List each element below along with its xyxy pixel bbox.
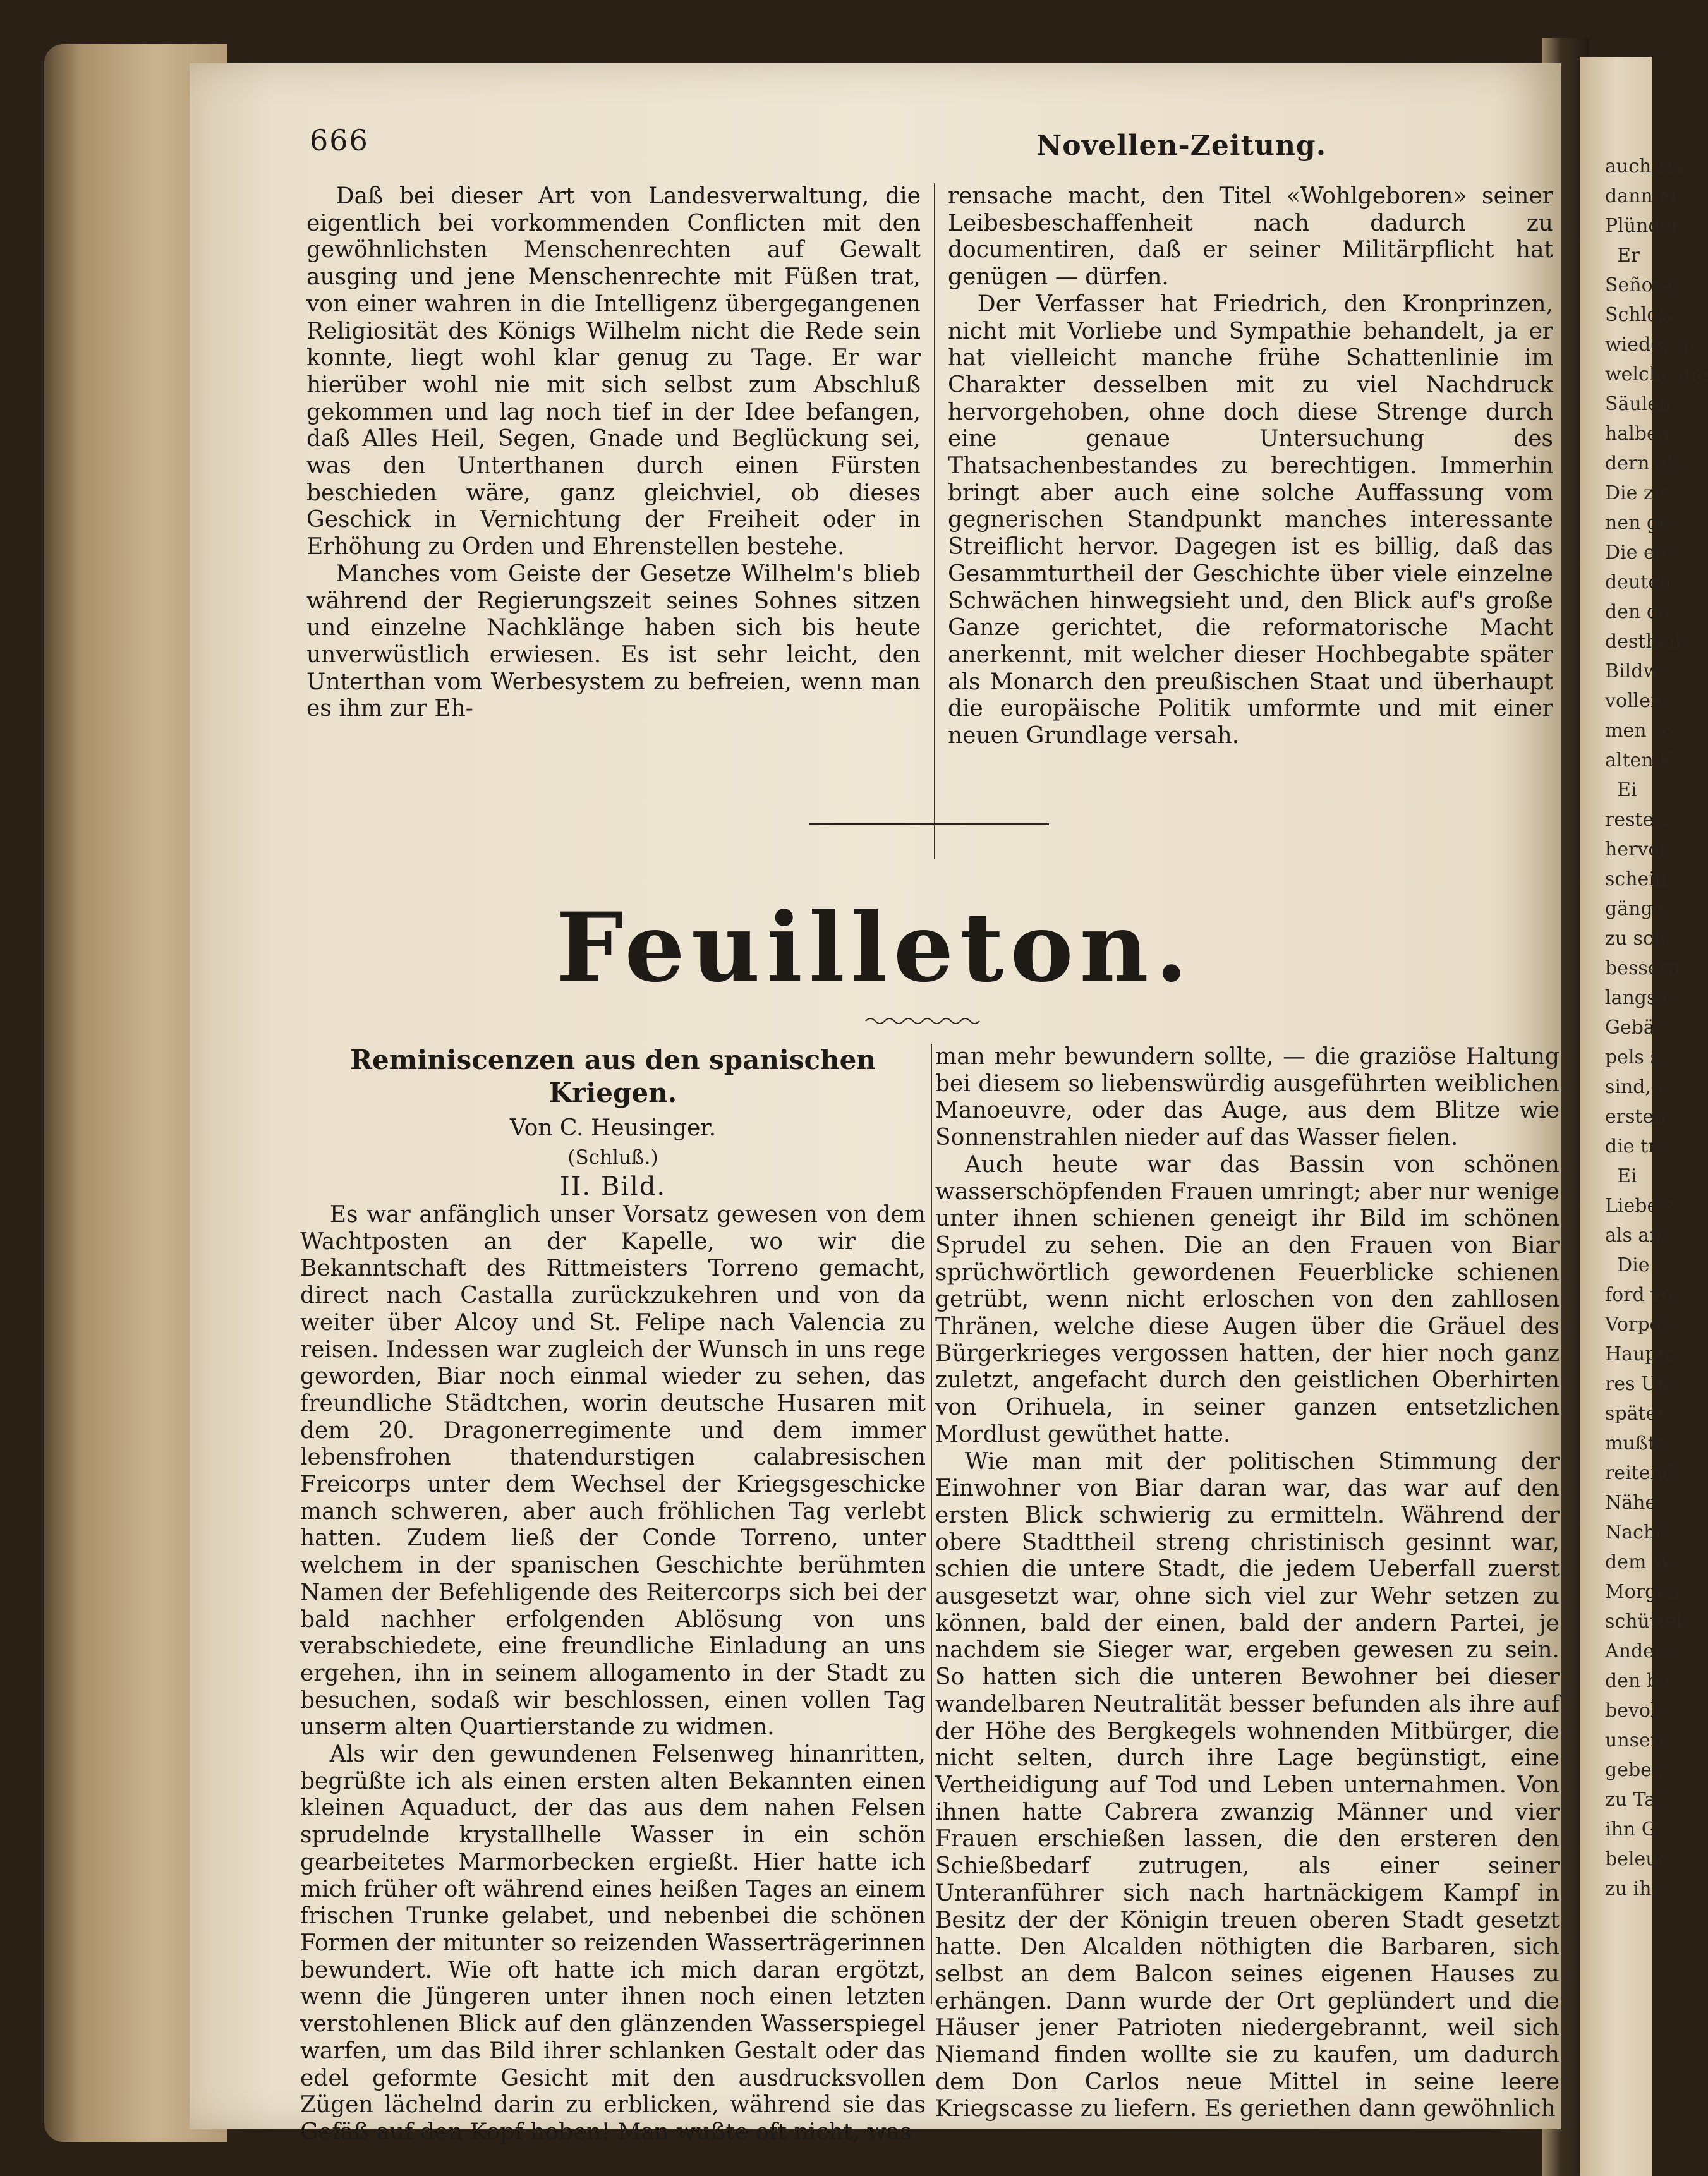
paragraph: Daß bei dieser Art von Landesverwaltung, die eigentlich bei vorkommenden Conflicten mit den gewöhnlichsten Menschenrechten auf Gewalt ausging und jene Menschenrechte mit Füßen trat, von einer wahren in die Intelligenz übergegangenen Religiosität des Königs Wilhelm nicht die Rede sein konnte, liegt wohl klar genug zu Tage. Er war hierüber wohl nie mit sich selbst zum Abschluß gekommen und lag noch tief in der Idee befangen, daß Alles Heil, Segen, Gnade und Beglückung sei, was den Unterthanen durch einen Fürsten beschieden wäre, ganz gleichviel, ob dieses Geschick in Vernichtung der Freiheit oder in Erhöhung zu Orden und Ehrenstellen bestehe. [306,183,921,560]
paragraph: Es war anfänglich unser Vorsatz gewesen von dem Wachtposten an der Kapelle, wo wir die Bekanntschaft des Rittmeisters Torreno gemacht, direct nach Castalla zurückzukehren und von da weiter über Alcoy und St. Felipe nach Valencia zu reisen. Indessen war zugleich der Wunsch in uns rege geworden, Biar noch einmal wieder zu sehen, das freundliche Städtchen, worin deutsche Husaren mit dem 20. Dragonerregimente und dem immer lebensfrohen thatendurstigen calabresischen Freicorps unter dem Wechsel der Kriegsgeschicke manch schweren, aber auch fröhlichen Tag verlebt hatten. Zudem ließ der Conde Torreno, unter welchem in der spanischen Geschichte berühmten Namen der Befehligende des Reitercorps sich bei der bald nachher erfolgenden Ablösung von uns verabschiedete, eine freundliche Einladung an uns ergehen, ihn in seinem allogamento in der Stadt zu besuchen, sodaß wir beschlossen, einen vollen Tag unserm alten Quartierstande zu widmen. [300,1202,926,1741]
section-divider [809,823,1049,825]
book-page [190,63,1561,2145]
paragraph: rensache macht, den Titel «Wohlgeboren» seiner Leibesbeschaffenheit nach dadurch zu documentiren, daß er seiner Militärpflicht hat genügen — dürfen. [948,183,1553,291]
paragraph: man mehr bewundern sollte, — die graziöse Haltung bei diesem so liebenswürdig ausgeführten weiblichen Manoeuvre, oder das Auge, aus dem Blitze wie Sonnenstrahlen nieder auf das Wasser fielen. [935,1044,1560,1151]
paragraph: Wie man mit der politischen Stimmung der Einwohner von Biar daran war, das war auf den ersten Blick schwierig zu ermitteln. Während der obere Stadttheil streng christinisch gesinnt war, schien die untere Stadt, die jedem Ueberfall zuerst ausgesetzt war, ohne sich viel zur Wehr setzen zu können, bald der einen, bald der andern Partei, je nachdem sie Sieger war, ergeben gewesen zu sein. So hatten sich die unteren Bewohner bei dieser wandelbaren Neutralität besser befunden als ihre auf der Höhe des Bergkegels wohnenden Mitbürger, die nicht selten, durch ihre Lage begünstigt, eine Vertheidigung auf Tod und Leben unternahmen. Von ihnen hatte Cabrera zwanzig Männer und vier Frauen erschießen lassen, die den ersteren den Schießbedarf zutrugen, als einer seiner Unteranführer sich nach hartnäckigem Kampf in Besitz der der Königin treuen oberen Stadt gesetzt hatte. Den Alcalden nöthigten die Barbaren, sich selbst an dem Balcon seines eigenen Hauses zu erhängen. Dann wurde der Ort geplündert und die Häuser jener Patrioten niedergebrannt, weil sich Niemand finden wollte sie zu kaufen, um dadurch dem Don Carlos neue Mittel in seine leere Kriegscasse zu liefern. Es geriethen dann gewöhnlich [935,1448,1560,2122]
section-heading: II. Bild. [559,1172,667,1201]
facing-page-fragment: auch Hä dann ei Plünder Er Señora Schloß wieder in welche die Säulen, halben dern ab Die zie nen ge Die ein deuten den da destheil Bildw vollen men so alten K Ei reste z hervor schein gänge zu sch bessern langsa Gebä pels s sind, i ersten die tro Ei Liebe z als an Die ford vo Vorpos Haupte res Un später mußte reitend Nähe Nacht dem W Morgen schüttel Anders den be bevol unsere geben zu Ta ihn G beleuc zu ihre [1605,155,1708,1900]
paragraph: Manches vom Geiste der Gesetze Wilhelm's blieb während der Regierungszeit seines Sohnes sitzen und einzelne Nachklänge haben sich bis heute unverwüstlich erwiesen. Es ist sehr leicht, den Unterthan vom Werbesystem zu befreien, wenn man es ihm zur Eh- [306,560,921,722]
column-rule [934,183,935,859]
feuilleton-heading: Feuilleton. [556,892,1194,1003]
top-left-column [306,183,921,723]
top-right-column [948,183,1553,750]
article-title: Reminiscenzen aus den spanischen Kriegen. [350,1044,876,1108]
column-rule [931,1044,932,2004]
page-number: 666 [310,123,369,157]
page-header [190,123,1561,174]
paragraph: Der Verfasser hat Friedrich, den Kronprinzen, nicht mit Vorliebe und Sympathie behandelt, ja er hat vielleicht manche frühe Schattenlinie im Charakter desselben mit zu viel Nachdruck hervorgehoben, ohne doch diese Strenge durch eine genaue Untersuchung des Thatsachenbestandes zu berechtigen. Immerhin bringt aber auch eine solche Auffassung vom gegnerischen Standpunkt manches interessante Streiflicht hervor. Dagegen ist es billig, daß das Gesammturtheil der Geschichte über viele einzelne Schwächen hinwegsieht und, den Blick auf's große Ganze gerichtet, die reformatorische Macht anerkennt, mit welcher dieser Hochbegabte später als Monarch den preußischen Staat und überhaupt die europäische Politik umformte und mit einer neuen Grundlage versah. [948,291,1553,749]
article-note: (Schluß.) [567,1146,658,1169]
paragraph: Auch heute war das Bassin von schönen wasserschöpfenden Frauen umringt; aber nur wenige unter ihnen schienen geneigt ihr Bild im schönen Sprudel zu sehen. Die an den Frauen von Biar sprüchwörtlich gewordenen Feuerblicke schienen getrübt, wenn nicht erloschen von den zahllosen Thränen, welche diese Augen über die Gräuel des Bürgerkrieges vergossen hatten, der hier noch ganz zuletzt, angefacht durch den geistlichen Oberhirten von Orihuela, in seiner ganzen entsetzlichen Mordlust gewüthet hatte. [935,1151,1560,1448]
running-title: Novellen-Zeitung. [1036,130,1327,162]
facing-page [1580,57,1708,2176]
feuilleton-right-column [935,1044,1560,2123]
article-author: Von C. Heusinger. [509,1115,717,1141]
feuilleton-left-column [300,1044,926,2146]
paragraph: Als wir den gewundenen Felsenweg hinanritten, begrüßte ich als einen ersten alten Bekannten einen kleinen Aquaduct, der das aus dem nahen Felsen sprudelnde krystallhelle Wasser in ein schön gearbeitetes Marmorbecken ergießt. Hier hatte ich mich früher oft während eines heißen Tages an einem frischen Trunke gelabet, und nebenbei die schönen Formen der mitunter so reizenden Wasserträgerinnen bewundert. Wie oft hatte ich mich daran ergötzt, wenn die Jüngeren unter ihnen noch einen letzten verstohlenen Blick auf den glänzenden Wasserspiegel warfen, um das Bild ihrer schlanken Gestalt oder das edel geformte Gesicht mit den ausdrucksvollen Zügen lächelnd darin zu erblicken, während sie das Gefäß auf den Kopf hoben! Man wußte oft nicht, was [300,1741,926,2145]
ornament-wavy-line [866,1016,979,1026]
